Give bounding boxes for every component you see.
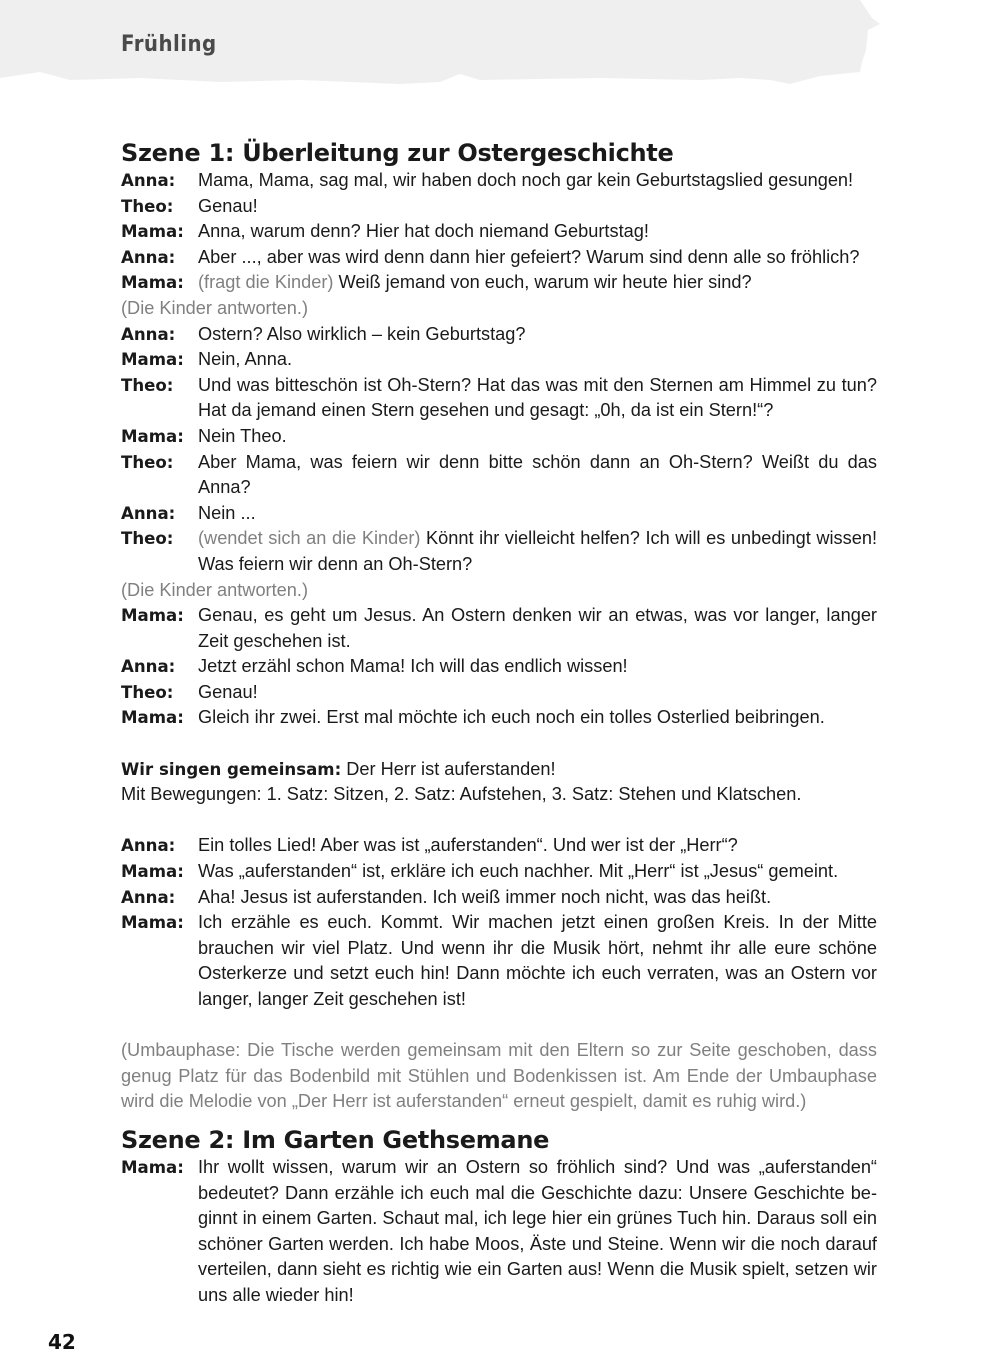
document-body (121, 138, 877, 1309)
dialogue-line (121, 885, 877, 911)
speech-content: Aber Mama, was feiern wir denn bitte schön dann an Oh-Stern? Weißt du das Anna? (198, 451, 877, 498)
speaker-label: Theo: (121, 682, 174, 702)
speech-text (198, 680, 877, 706)
dialogue-line (121, 194, 877, 220)
speaker-label: Mama: (121, 708, 184, 728)
dialogue-line (121, 322, 877, 348)
dialogue-line (121, 270, 877, 296)
dialogue-line (121, 450, 877, 501)
speech-text (198, 603, 877, 654)
speech-content: Genau, es geht um Jesus. An Ostern denken wir an etwas, was vor langer, langer Zeit geschehen ist. (198, 605, 877, 651)
speech-text (198, 501, 877, 527)
speech-content: Nein, Anna. (198, 349, 293, 370)
song-line (121, 757, 877, 783)
speaker-label: Mama: (121, 913, 184, 933)
dialogue-line (121, 168, 877, 194)
speech-text (198, 424, 877, 450)
song-label: Wir singen gemeinsam: (121, 759, 342, 779)
stage-direction: (Die Kinder antworten.) (121, 297, 309, 318)
speaker-label: Theo: (121, 375, 174, 395)
speech-text (198, 885, 877, 911)
speech-content: Ihr wollt wissen, warum wir an Ostern so fröhlich sind? Und was „auferstanden“ bedeutet? Dann erzähle ich euch mal die Geschichte dazu: Unsere Geschichte beginnt in einem Garten. Schaut mal, ich lege hier ein grünes Tuch hin. Daraus soll ein schöner Garten werden. Ich habe Moos, Äste und Steine. Wenn wir die noch darauf verteilen, dann sieht es richtig wie ein Garten aus! Wenn die Musik spielt, setzen wir uns alle wieder hin! (198, 1156, 877, 1305)
dialogue-line (121, 833, 877, 859)
speaker-label: Mama: (121, 273, 184, 293)
speech-content: Ich erzähle es euch. Kommt. Wir machen jetzt einen großen Kreis. In der Mitte brauchen wir viel Platz. Und wenn ihr die Musik hört, nehmt ihr alle eure schöne Osterkerze und setzt euch hin! Dann möchte ich euch verraten, was an Ostern vor langer, langer Zeit geschehen ist! (198, 912, 877, 1009)
inline-stage-direction: (fragt die Kinder) (198, 272, 334, 293)
dialogue-line (121, 373, 877, 424)
dialogue-line (121, 859, 877, 885)
scene-1-dialogue-2 (121, 322, 877, 578)
speech-text (198, 347, 877, 373)
speech-content: Jetzt erzähl schon Mama! Ich will das endlich wissen! (198, 656, 628, 677)
dialogue-line (121, 347, 877, 373)
dialogue-line (121, 654, 877, 680)
speaker-label: Anna: (121, 836, 176, 856)
speech-content: Nein Theo. (198, 425, 287, 446)
speaker-label: Anna: (121, 324, 176, 344)
speaker-label: Theo: (121, 529, 174, 549)
dialogue-line (121, 705, 877, 731)
speech-content: Und was bitteschön ist Oh-Stern? Hat das was mit den Sternen am Himmel zu tun? Hat da jemand einen Stern gesehen und gesagt: „0h, da ist ein Stern!“? (198, 374, 877, 421)
dialogue-line (121, 1155, 877, 1309)
speaker-label: Mama: (121, 862, 184, 882)
speaker-label: Anna: (121, 247, 176, 267)
inline-stage-direction: (wendet sich an die Kinder) (198, 528, 421, 549)
dialogue-line (121, 680, 877, 706)
speaker-label: Anna: (121, 887, 176, 907)
speech-text (198, 219, 877, 245)
speech-text (198, 1155, 877, 1309)
speech-text (198, 859, 877, 885)
speech-content: Ein tolles Lied! Aber was ist „auferstanden“. Und wer ist der „Herr“? (198, 835, 738, 856)
speech-text (198, 450, 877, 501)
speech-text (198, 322, 877, 348)
scene-1-dialogue-4 (121, 833, 877, 1012)
speech-text (198, 373, 877, 424)
dialogue-line (121, 910, 877, 1012)
scene-2-title: Szene 2: Im Garten Gethsemane (121, 1125, 550, 1154)
speaker-label: Mama: (121, 350, 184, 370)
stage-direction: (Die Kinder antworten.) (121, 579, 309, 600)
speech-content: Anna, warum denn? Hier hat doch niemand Geburtstag! (198, 221, 649, 242)
speaker-label: Anna: (121, 171, 176, 190)
speech-content: Aber ..., aber was wird denn dann hier gefeiert? Warum sind denn alle so fröhlich? (198, 246, 860, 267)
dialogue-line (121, 526, 877, 577)
song-movements: Mit Bewegungen: 1. Satz: Sitzen, 2. Satz: Aufstehen, 3. Satz: Stehen und Klatschen. (121, 784, 802, 805)
scene-2-dialogue (121, 1155, 877, 1309)
page-number: 42 (48, 1330, 76, 1354)
transition-note: (Umbauphase: Die Tische werden gemeinsam mit den Eltern so zur Seite geschoben, dass genug Platz für das Bodenbild mit Stühlen und Bodenkissen ist. Am Ende der Umbauphase wird die Melodie von „Der Herr ist auferstanden“ erneut gespielt, damit es ruhig wird.) (121, 1040, 877, 1112)
speaker-label: Theo: (121, 452, 174, 472)
speech-text (198, 705, 877, 731)
speaker-label: Mama: (121, 1157, 184, 1177)
speaker-label: Mama: (121, 426, 184, 446)
speaker-label: Anna: (121, 657, 176, 677)
speech-content: Nein ... (198, 502, 256, 523)
speaker-label: Mama: (121, 606, 184, 626)
dialogue-line (121, 245, 877, 271)
dialogue-line (121, 501, 877, 527)
dialogue-line (121, 603, 877, 654)
speech-content: Weiß jemand von euch, warum wir heute hier sind? (338, 272, 752, 293)
song-title: Der Herr ist auferstanden! (341, 758, 556, 779)
speech-text (198, 245, 877, 271)
running-head: Frühling (121, 32, 217, 57)
speech-text (198, 910, 877, 1012)
speech-text (198, 270, 877, 296)
speaker-label: Theo: (121, 196, 174, 216)
speech-text (198, 168, 877, 194)
dialogue-line (121, 424, 877, 450)
scene-1-dialogue-3 (121, 603, 877, 731)
speaker-label: Mama: (121, 222, 184, 242)
dialogue-line (121, 219, 877, 245)
speech-content: Ostern? Also wirklich – kein Geburtstag? (198, 323, 526, 344)
speaker-label: Anna: (121, 503, 176, 523)
speech-content: Genau! (198, 681, 258, 702)
speech-text (198, 654, 877, 680)
speech-text (198, 194, 877, 220)
scene-1-dialogue (121, 168, 877, 296)
speech-content: Könnt ihr vielleicht helfen? Ich will es unbedingt wissen! Was feiern wir denn an Oh-Stern? (198, 528, 878, 574)
speech-content: Was „auferstanden“ ist, erkläre ich euch nachher. Mit „Herr“ ist „Jesus“ gemeint. (198, 861, 839, 882)
speech-content: Genau! (198, 195, 258, 216)
scene-1-title: Szene 1: Überleitung zur Ostergeschichte (121, 139, 674, 167)
speech-content: Aha! Jesus ist auferstanden. Ich weiß immer noch nicht, was das heißt. (198, 886, 772, 907)
speech-text (198, 526, 877, 577)
speech-content: Gleich ihr zwei. Erst mal möchte ich euch noch ein tolles Osterlied beibringen. (198, 707, 825, 728)
speech-text (198, 833, 877, 859)
speech-content: Mama, Mama, sag mal, wir haben doch noch gar kein Geburtstagslied gesungen! (198, 170, 854, 190)
